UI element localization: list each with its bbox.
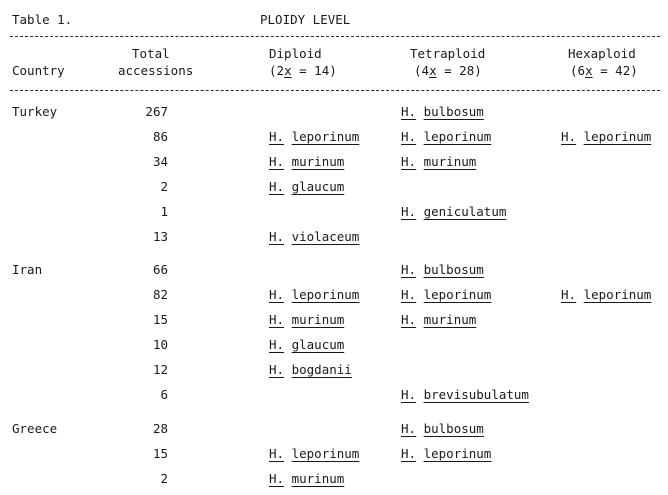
genus-abbrev: H.: [269, 471, 285, 486]
total-accessions: 6: [160, 387, 168, 402]
header-diploid-ploidy: (2x = 14): [269, 63, 337, 78]
species-name: bulbosum: [423, 104, 484, 119]
total-accessions: 12: [152, 362, 168, 377]
species-name: murinum: [291, 312, 345, 327]
genus-abbrev: H.: [401, 287, 417, 302]
header-diploid: Diploid: [269, 46, 322, 61]
species-name: bogdanii: [291, 362, 352, 377]
country-label: Turkey: [12, 104, 58, 119]
diploid-cell: [269, 179, 344, 194]
total-accessions: 82: [152, 287, 168, 302]
total-accessions: 267: [145, 104, 168, 119]
total-accessions: 1: [160, 204, 168, 219]
genus-abbrev: H.: [401, 204, 417, 219]
diploid-cell: [269, 154, 344, 169]
tetraploid-cell: [401, 262, 484, 277]
country-label: Iran: [12, 262, 43, 277]
species-name: violaceum: [291, 229, 360, 244]
species-name: murinum: [423, 312, 477, 327]
species-name: leporinum: [583, 129, 652, 144]
total-accessions: 15: [152, 446, 168, 461]
species-name: brevisubulatum: [423, 387, 529, 402]
total-accessions: 2: [160, 471, 168, 486]
tetraploid-cell: [401, 104, 484, 119]
tetraploid-cell: [401, 154, 476, 169]
genus-abbrev: H.: [401, 387, 417, 402]
tetraploid-cell: [401, 421, 484, 436]
genus-abbrev: H.: [269, 287, 285, 302]
species-name: leporinum: [291, 129, 360, 144]
diploid-cell: [269, 471, 344, 486]
diploid-cell: [269, 337, 344, 352]
super-header: PLOIDY LEVEL: [260, 12, 351, 27]
header-tetraploid: Tetraploid: [410, 46, 486, 61]
hexaploid-cell: [561, 287, 651, 302]
total-accessions: 10: [152, 337, 168, 352]
total-accessions: 15: [152, 312, 168, 327]
tetraploid-cell: [401, 129, 491, 144]
diploid-cell: [269, 362, 352, 377]
species-name: murinum: [423, 154, 477, 169]
genus-abbrev: H.: [401, 446, 417, 461]
genus-abbrev: H.: [269, 446, 285, 461]
hexaploid-cell: [561, 129, 651, 144]
genus-abbrev: H.: [401, 129, 417, 144]
species-name: glaucum: [291, 337, 345, 352]
header-total-line1: Total: [132, 46, 170, 61]
tetraploid-cell: [401, 204, 506, 219]
total-accessions: 66: [152, 262, 168, 277]
total-accessions: 2: [160, 179, 168, 194]
genus-abbrev: H.: [269, 179, 285, 194]
header-country: Country: [12, 63, 65, 78]
species-name: leporinum: [291, 446, 360, 461]
genus-abbrev: H.: [401, 154, 417, 169]
species-name: leporinum: [423, 287, 492, 302]
genus-abbrev: H.: [401, 421, 417, 436]
species-name: glaucum: [291, 179, 345, 194]
genus-abbrev: H.: [401, 104, 417, 119]
table-label: Table 1.: [12, 12, 73, 27]
genus-abbrev: H.: [269, 129, 285, 144]
total-accessions: 28: [152, 421, 168, 436]
header-rule: [10, 90, 660, 91]
species-name: leporinum: [291, 287, 360, 302]
species-name: bulbosum: [423, 262, 484, 277]
genus-abbrev: H.: [401, 312, 417, 327]
tetraploid-cell: [401, 287, 491, 302]
species-name: leporinum: [583, 287, 652, 302]
header-hexaploid-ploidy: (6x = 42): [570, 63, 638, 78]
diploid-cell: [269, 129, 359, 144]
genus-abbrev: H.: [269, 362, 285, 377]
header-tetraploid-ploidy: (4x = 28): [414, 63, 482, 78]
header-hexaploid: Hexaploid: [568, 46, 636, 61]
tetraploid-cell: [401, 312, 476, 327]
total-accessions: 34: [152, 154, 168, 169]
genus-abbrev: H.: [269, 312, 285, 327]
species-name: leporinum: [423, 129, 492, 144]
diploid-cell: [269, 287, 359, 302]
genus-abbrev: H.: [561, 287, 577, 302]
genus-abbrev: H.: [269, 154, 285, 169]
species-name: leporinum: [423, 446, 492, 461]
diploid-cell: [269, 446, 359, 461]
tetraploid-cell: [401, 446, 491, 461]
top-rule: [10, 36, 660, 37]
genus-abbrev: H.: [561, 129, 577, 144]
species-name: murinum: [291, 471, 345, 486]
diploid-cell: [269, 229, 359, 244]
species-name: murinum: [291, 154, 345, 169]
tetraploid-cell: [401, 387, 529, 402]
diploid-cell: [269, 312, 344, 327]
species-name: bulbosum: [423, 421, 484, 436]
header-total-line2: accessions: [118, 63, 194, 78]
total-accessions: 86: [152, 129, 168, 144]
genus-abbrev: H.: [269, 337, 285, 352]
genus-abbrev: H.: [401, 262, 417, 277]
genus-abbrev: H.: [269, 229, 285, 244]
total-accessions: 13: [152, 229, 168, 244]
country-label: Greece: [12, 421, 58, 436]
species-name: geniculatum: [423, 204, 507, 219]
